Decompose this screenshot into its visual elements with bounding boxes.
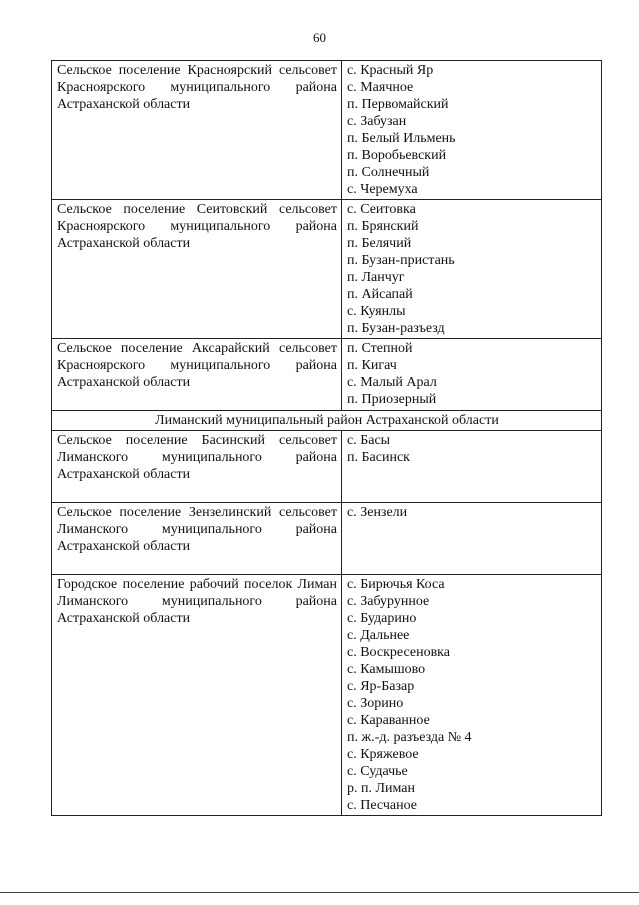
settlement-item: п. Белый Ильмень — [347, 131, 456, 146]
settlement-item: с. Куянлы — [347, 304, 406, 319]
municipality-cell — [52, 200, 342, 339]
municipality-cell — [52, 503, 342, 575]
settlement-item: с. Басы — [347, 433, 391, 448]
settlements-table — [51, 60, 602, 816]
settlement-item: п. Бузан-разъезд — [347, 321, 445, 336]
settlements-cell — [342, 503, 602, 575]
settlement-item: с. Бирючья Коса — [347, 577, 445, 592]
settlement-item: с. Малый Арал — [347, 375, 437, 390]
settlement-item: п. Белячий — [347, 236, 412, 251]
settlements-cell — [342, 575, 602, 816]
settlement-item: с. Черемуха — [347, 182, 418, 197]
settlement-item: п. Кигач — [347, 358, 397, 373]
settlement-item: п. Степной — [347, 341, 413, 356]
settlement-item: с. Красный Яр — [347, 63, 434, 78]
municipality-cell — [52, 431, 342, 503]
settlement-item: с. Бударино — [347, 611, 417, 626]
settlements-cell — [342, 431, 602, 503]
municipality-name: Сельское поселение Красноярский сельсовет Красноярского муниципального района Астраханской области — [57, 63, 337, 112]
municipality-name: Сельское поселение Сеитовский сельсовет Красноярского муниципального района Астраханской области — [57, 202, 337, 251]
table-row — [52, 200, 602, 339]
settlement-item: п. Басинск — [347, 450, 410, 465]
settlement-item: п. Приозерный — [347, 392, 437, 407]
table-body — [52, 61, 602, 816]
settlement-item: п. Воробьевский — [347, 148, 447, 163]
page-number: 60 — [313, 30, 326, 45]
settlement-item: с. Судачье — [347, 764, 408, 779]
municipality-name: Городское поселение рабочий поселок Лиман Лиманского муниципального района Астраханской области — [57, 577, 337, 626]
settlement-item: с. Забузан — [347, 114, 407, 129]
settlement-item: с. Песчаное — [347, 798, 417, 813]
settlement-item: п. Солнечный — [347, 165, 430, 180]
settlement-item: с. Маячное — [347, 80, 414, 95]
bottom-rule — [0, 892, 639, 893]
settlement-item: с. Дальнее — [347, 628, 410, 643]
settlement-item: с. Зорино — [347, 696, 404, 711]
settlement-item: п. Первомайский — [347, 97, 449, 112]
settlement-item: п. ж.-д. разъезда № 4 — [347, 730, 472, 745]
municipality-cell — [52, 339, 342, 411]
settlement-item: с. Зензели — [347, 505, 408, 520]
settlement-item: с. Воскресеновка — [347, 645, 450, 660]
district-header: Лиманский муниципальный район Астраханской области — [52, 411, 602, 431]
table-row — [52, 431, 602, 503]
settlement-item: с. Камышово — [347, 662, 426, 677]
table-row — [52, 503, 602, 575]
settlements-cell — [342, 61, 602, 200]
settlement-item: п. Брянский — [347, 219, 419, 234]
settlements-cell — [342, 339, 602, 411]
settlement-item: с. Караванное — [347, 713, 430, 728]
settlement-item: с. Забурунное — [347, 594, 430, 609]
municipality-cell — [52, 61, 342, 200]
settlements-cell — [342, 200, 602, 339]
municipality-cell — [52, 575, 342, 816]
settlement-item: с. Сеитовка — [347, 202, 416, 217]
settlement-item: с. Кряжевое — [347, 747, 419, 762]
municipality-name: Сельское поселение Зензелинский сельсовет Лиманского муниципального района Астраханской области — [57, 505, 337, 554]
table-row — [52, 339, 602, 411]
settlement-item: п. Айсапай — [347, 287, 413, 302]
municipality-name: Сельское поселение Басинский сельсовет Лиманского муниципального района Астраханской области — [57, 433, 337, 482]
table-row — [52, 575, 602, 816]
settlement-item: п. Бузан-пристань — [347, 253, 455, 268]
table-row — [52, 61, 602, 200]
settlement-item: р. п. Лиман — [347, 781, 415, 796]
district-header-row — [52, 411, 602, 431]
municipality-name: Сельское поселение Аксарайский сельсовет Красноярского муниципального района Астраханской области — [57, 341, 337, 390]
settlement-item: п. Ланчуг — [347, 270, 405, 285]
settlement-item: с. Яр-Базар — [347, 679, 415, 694]
